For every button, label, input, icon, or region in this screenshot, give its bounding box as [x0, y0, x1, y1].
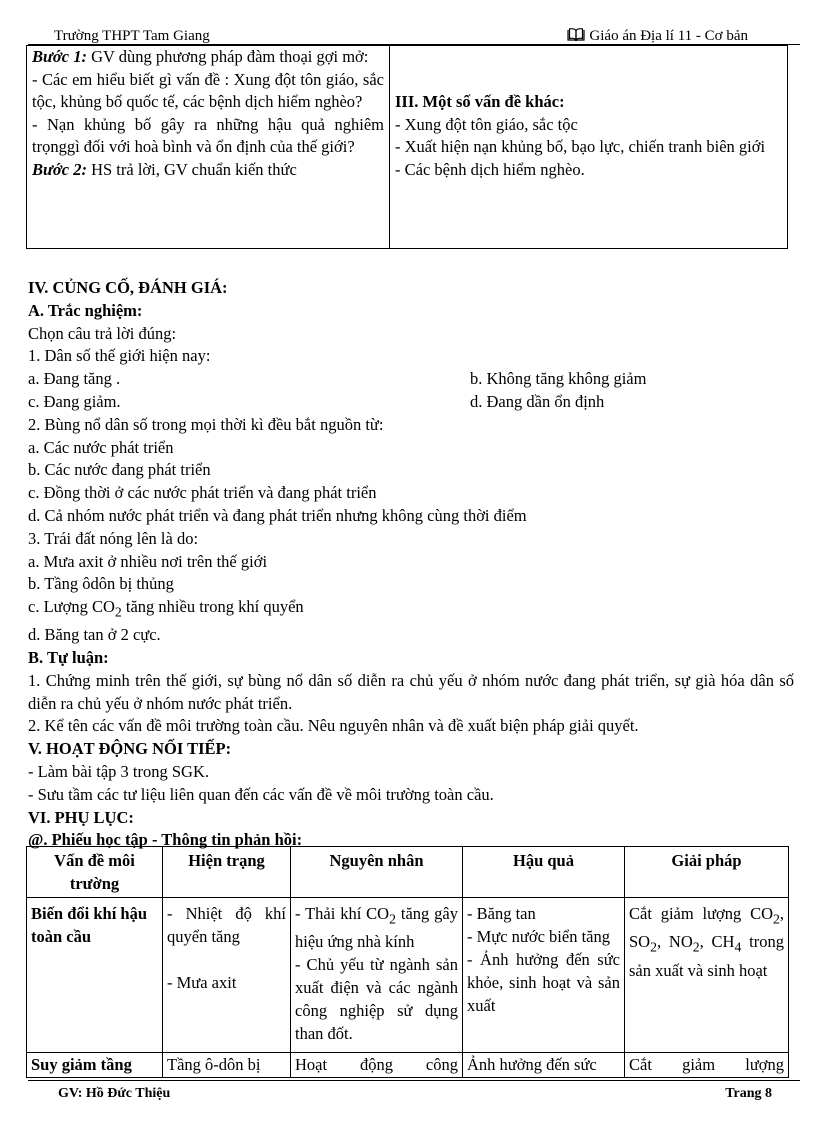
step1-text: GV dùng phương pháp đàm thoại gợi mở:	[86, 47, 369, 66]
quiz-question-2: 2. Bùng nổ dân số trong mọi thời kì đều bắt nguồn từ:	[28, 414, 384, 434]
followup-item: - Làm bài tập 3 trong SGK.	[28, 762, 210, 782]
solution-cell	[625, 898, 789, 1053]
answer-option: b. Các nước đang phát triển	[28, 460, 211, 480]
effect-item: - Ảnh hưởng đến sức khỏe, sinh hoạt và sản xuất	[467, 950, 620, 1016]
content-item: - Các bệnh dịch hiểm nghèo.	[395, 159, 585, 179]
essay-question-1: 1. Chứng minh trên thế giới, sự bùng nổ dân số diễn ra chủ yếu ở nhóm nước đang phát triển, sự già hóa dân số diễn ra chủ yếu ở nhóm nước phát triển.	[28, 670, 794, 713]
step2-text: HS trả lời, GV chuẩn kiến thức	[86, 159, 297, 179]
solution-cell: Cắt giảm lượng	[625, 1052, 789, 1077]
effect-item: - Mực nước biển tăng	[467, 927, 610, 947]
table-row	[27, 898, 789, 1053]
status-item: - Nhiệt độ khí quyển tăng	[167, 904, 286, 947]
status-cell	[163, 898, 291, 1053]
answer-row	[28, 391, 794, 414]
main-content	[28, 277, 794, 852]
subscript: 2	[773, 911, 780, 927]
answer-option: d. Băng tan ở 2 cực.	[28, 625, 161, 645]
quiz-title: A. Trắc nghiệm:	[28, 300, 143, 320]
environment-table	[26, 846, 789, 1078]
answer-option: c. Đồng thời ở các nước phát triển và đang phát triển	[28, 483, 377, 503]
effect-cell: Ảnh hưởng đến sức	[463, 1052, 625, 1077]
solution-text: Cắt giảm lượng CO	[629, 904, 773, 924]
answer-option: d. Cả nhóm nước phát triển và đang phát triển nhưng không cùng thời điểm	[28, 505, 527, 525]
cause-item	[295, 902, 458, 953]
cause-text: tăng gây hiệu ứng nhà kính	[295, 904, 458, 952]
question-2: - Nạn khủng bố gây ra những hậu quả nghiêm trọnggì đối với hoà bình và ổn định của thế giới?	[32, 114, 384, 156]
answer-option: b. Tầng ôdôn bị thủng	[28, 574, 174, 594]
status-cell: Tầng ô-dôn bị	[163, 1052, 291, 1077]
quiz-question-3: 3. Trái đất nóng lên là do:	[28, 528, 199, 548]
effect-cell	[463, 898, 625, 1053]
solution-text: , NO	[656, 932, 693, 952]
step2	[32, 159, 384, 182]
answer-option: d. Đang dần ổn định	[470, 391, 605, 411]
document-title-text: Giáo án Địa lí 11 - Cơ bản	[589, 28, 748, 44]
table-row	[27, 1052, 789, 1077]
teacher-activity-cell	[27, 46, 390, 249]
section4-title: IV. CỦNG CỐ, ĐÁNH GIÁ:	[28, 278, 228, 297]
step2-label: Bước 2:	[32, 159, 87, 179]
column-header: Hiện trạng	[163, 847, 291, 898]
section5-title: V. HOẠT ĐỘNG NỐI TIẾP:	[28, 739, 232, 759]
school-name: Trường THPT Tam Giang	[54, 28, 210, 44]
solution-text: , SO	[629, 904, 784, 952]
cause-cell	[291, 898, 463, 1053]
step1-label: Bước 1:	[32, 47, 87, 66]
step1	[32, 46, 384, 69]
answer-row	[28, 368, 794, 391]
subscript: 2	[114, 604, 122, 620]
section3-heading: III. Một số vấn đề khác:	[395, 92, 565, 111]
essay-title: B. Tự luận:	[28, 648, 109, 668]
subscript: 4	[734, 939, 742, 955]
cause-cell: Hoạt động công	[291, 1052, 463, 1077]
solution-text: trong sản xuất và sinh hoạt	[629, 932, 784, 980]
content-item: - Xung đột tôn giáo, sắc tộc	[395, 114, 578, 134]
issue-cell: Suy giảm tầng	[27, 1052, 163, 1077]
column-header: Vấn đề môi trường	[27, 847, 163, 898]
answer-text: c. Lượng CO	[28, 597, 115, 617]
effect-item: - Băng tan	[467, 904, 536, 924]
subscript: 2	[692, 939, 700, 955]
answer-option: a. Các nước phát triển	[28, 437, 174, 457]
issue-cell: Biến đổi khí hậu toàn cầu	[27, 898, 163, 1053]
column-header: Nguyên nhân	[291, 847, 463, 898]
subscript: 2	[389, 911, 396, 927]
quiz-instruction: Chọn câu trả lời đúng:	[28, 323, 177, 343]
cause-text: - Thải khí CO	[295, 904, 390, 924]
status-item: - Mưa axit	[167, 973, 237, 993]
content-cell	[390, 46, 788, 249]
worksheet-subtitle: @. Phiếu học tập - Thông tin phản hồi:	[28, 830, 303, 850]
page-number: Trang 8	[725, 1086, 772, 1101]
answer-text: tăng nhiều trong khí quyển	[121, 597, 304, 617]
content-item: - Xuất hiện nạn khủng bố, bạo lực, chiến tranh biên giới	[395, 137, 766, 156]
followup-item: - Sưu tầm các tư liệu liên quan đến các vấn đề về môi trường toàn cầu.	[28, 784, 494, 804]
quiz-question-1: 1. Dân số thế giới hiện nay:	[28, 346, 211, 366]
page-footer	[28, 1080, 800, 1101]
table-header-row	[27, 847, 789, 898]
subscript: 2	[650, 939, 657, 955]
section6-title: VI. PHỤ LỤC:	[28, 807, 134, 827]
answer-option: b. Không tăng không giảm	[470, 369, 647, 389]
essay-question-2: 2. Kể tên các vấn đề môi trường toàn cầu. Nêu nguyên nhân và đề xuất biện pháp giải quyết.	[28, 716, 639, 736]
solution-text: , CH	[699, 932, 735, 952]
teacher-name: GV: Hồ Đức Thiệu	[58, 1086, 171, 1101]
answer-option: a. Đang tăng .	[28, 369, 121, 389]
question-1: - Các em hiểu biết gì vấn đề : Xung đột tôn giáo, sắc tộc, khủng bố quốc tế, các bệnh dịch hiểm nghèo?	[32, 69, 384, 111]
page-header	[28, 26, 800, 45]
answer-option-co2	[28, 596, 794, 624]
activity-table	[26, 45, 788, 249]
document-title	[567, 28, 748, 45]
answer-option: a. Mưa axit ở nhiều nơi trên thế giới	[28, 551, 268, 571]
cause-item: - Chủ yếu từ ngành sản xuất điện và các ngành công nghiệp sử dụng than đốt.	[295, 955, 458, 1044]
answer-option: c. Đang giảm.	[28, 391, 121, 411]
open-book-icon	[567, 28, 585, 41]
column-header: Giải pháp	[625, 847, 789, 898]
column-header: Hậu quả	[463, 847, 625, 898]
